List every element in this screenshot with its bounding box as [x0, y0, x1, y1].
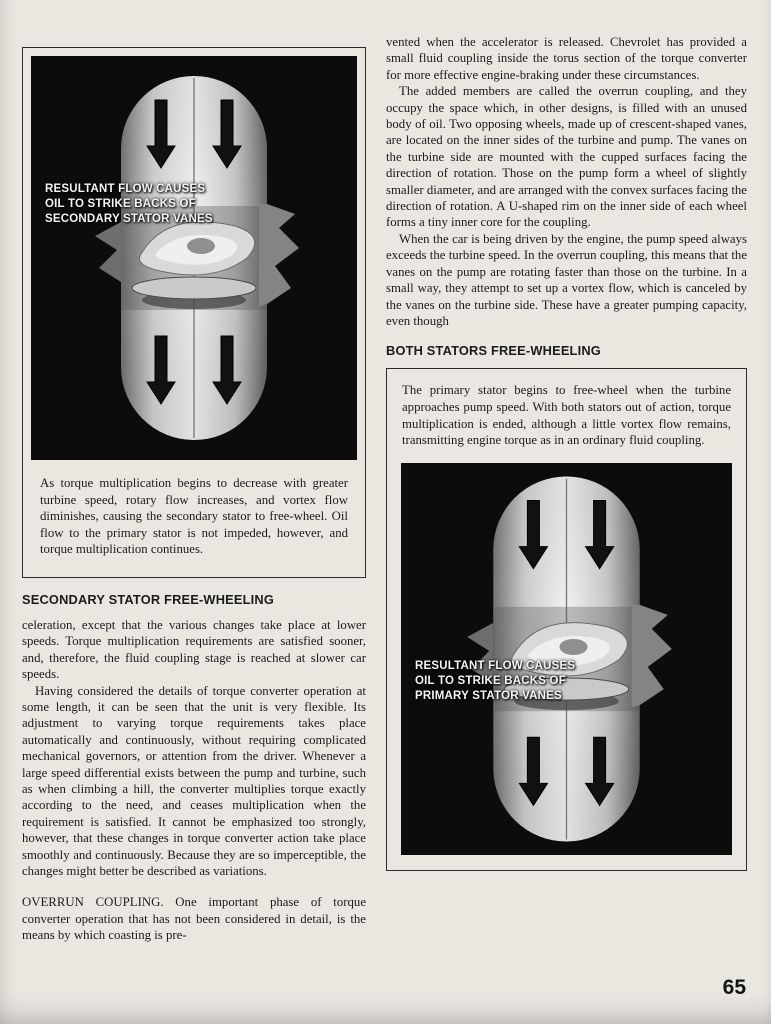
paragraph-overrun-coupling: OVERRUN COUPLING. One important phase of torque converter operation that has not been considered in detail, is the means by which coasting is pre- — [22, 895, 366, 943]
figure-label-line: SECONDARY STATOR VANES — [45, 213, 213, 225]
paragraph: celeration, except that the various changes take place at lower speeds. Torque multiplication requirements are satisfied sooner, and, therefore, the fluid coupling stage is reached at slower car speeds. — [22, 617, 366, 682]
right-column — [386, 34, 747, 871]
figure-secondary-stator — [31, 56, 357, 460]
torque-converter-illustration — [31, 56, 357, 460]
paragraph: vented when the accelerator is released. Chevrolet has provided a small fluid coupling inside the torus section of the torque converter for more effective engine-braking under these circumstances. — [386, 35, 747, 82]
figure-label-line: PRIMARY STATOR VANES — [415, 689, 562, 702]
figure-label-line: RESULTANT FLOW CAUSES — [45, 183, 206, 195]
section-heading-secondary-stator: SECONDARY STATOR FREE-WHEELING — [22, 591, 274, 607]
figure-box-secondary-stator — [22, 47, 366, 578]
figure-caption: As torque multiplication begins to decrease with greater turbine speed, rotary flow increases, and vortex flow diminishes, causing the secondary stator to free-wheel. Oil flow to the primary stator is not impeded, however, and torque multiplication continues. — [40, 476, 348, 557]
figure-label-line: OIL TO STRIKE BACKS OF — [415, 674, 566, 687]
figure-label-secondary — [45, 182, 235, 227]
section-heading-both-stators: BOTH STATORS FREE-WHEELING — [386, 343, 601, 359]
paragraph: The added members are called the overrun coupling, and they occupy the space which, in other designs, is filled with an unused body of oil. Two opposing wheels, made up of crescent-shaped vanes, are located on the inner sides of the turbine and pump. The vanes on the turbine side are mounted with the cupped surfaces facing the direction of rotation. Those on the pump form a wheel of slightly smaller diameter, and are arranged with the convex surfaces facing the direction of rotation. A U-shaped rim on the inner side of each wheel forms a tiny inner core for the coupling. — [386, 84, 747, 230]
paragraph: When the car is being driven by the engine, the pump speed always exceeds the turbine speed. In the overrun coupling, this means that the vanes on the pump are rotating faster than those on the turbine. In a small way, they attempt to set up a vortex flow, which is canceled by the vanes on the turbine side. These have a greater pumping capacity, even though — [386, 231, 747, 328]
figure-box-primary-stator — [386, 368, 747, 870]
box-text: The primary stator begins to free-wheel when the turbine approaches pump speed. With both stators out of action, torque multiplication is ended, although a little vortex flow remains, transmitting engine torque as in an ordinary fluid coupling. — [402, 383, 731, 448]
paragraph: Having considered the details of torque converter operation at some length, it can be seen that the unit is very flexible. Its adjustment to varying torque requirements takes place automatically and continuously, without requiring complicated mechanical governors, or attention from the driver. Whenever a large speed differential exists between the pump and turbine, such as when climbing a hill, the converter multiplies torque exactly according to the need, and ceases multiplication when the requirement is satisfied. It cannot be emphasized too strongly, however, that these changes in torque converter action take place smoothly and continuously. Because they are so imperceptible, the changes might better be described as variations. — [22, 683, 366, 879]
figure-label-line: OIL TO STRIKE BACKS OF — [45, 198, 196, 210]
figure-primary-stator — [401, 463, 732, 855]
figure-label-line: RESULTANT FLOW CAUSES — [415, 659, 576, 672]
page-number: 65 — [722, 976, 746, 999]
figure-label-primary — [415, 659, 605, 704]
left-column — [22, 47, 366, 944]
